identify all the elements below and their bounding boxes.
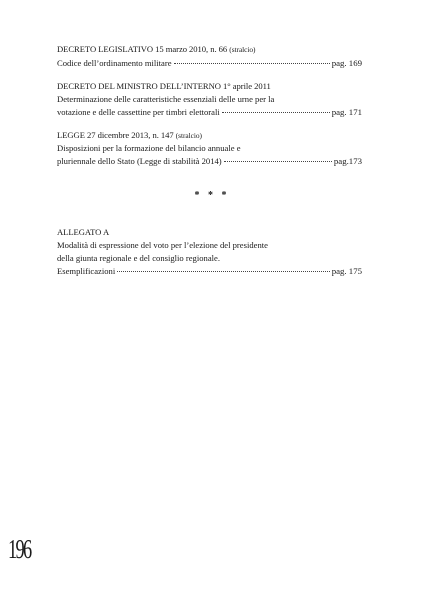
entry-title: votazione e delle cassettine per timbri elettorali <box>57 107 220 118</box>
dot-leader <box>222 103 330 113</box>
dot-leader <box>117 262 329 272</box>
annex-line-1: Modalità di espressione del voto per l’elezione del presidente <box>57 240 268 250</box>
dot-leader <box>224 152 332 162</box>
entry-page-ref: pag.173 <box>333 156 362 167</box>
annex-line-2: della giunta regionale e del consiglio regionale. <box>57 252 220 263</box>
entry-title-line <box>57 154 362 168</box>
toc-entry-decreto-ministro <box>57 80 362 119</box>
toc-entry-allegato <box>57 226 362 278</box>
annex-heading: ALLEGATO A <box>57 227 110 237</box>
entry-heading <box>57 129 362 142</box>
section-separator: * * * <box>194 190 230 201</box>
entry-title-line-1: Determinazione delle caratteristiche essenziali delle urne per la <box>57 93 275 104</box>
table-of-contents <box>57 43 362 178</box>
toc-entry-decreto-legislativo <box>57 43 362 70</box>
dot-leader <box>174 54 330 64</box>
entry-page-ref: pag. 169 <box>331 58 362 68</box>
entry-heading-note: (stralcio) <box>229 45 256 54</box>
entry-heading <box>57 80 362 93</box>
entry-heading-main: DECRETO DEL MINISTRO DELL’INTERNO 1° aprile 2011 <box>57 80 271 91</box>
entry-title-line <box>57 56 362 70</box>
entry-title: Codice dell’ordinamento militare <box>57 58 172 68</box>
entry-heading-main: LEGGE 27 dicembre 2013, n. 147 <box>57 129 174 140</box>
entry-title-line-1: Disposizioni per la formazione del bilancio annuale e <box>57 142 241 153</box>
entry-title-line <box>57 105 362 119</box>
toc-entry-legge <box>57 129 362 168</box>
annex-title: Esemplificazioni <box>57 266 116 277</box>
entry-heading-main: DECRETO LEGISLATIVO 15 marzo 2010, n. 66 <box>57 44 228 54</box>
annex-title-line <box>57 264 362 278</box>
page-number: 196 <box>8 534 31 564</box>
entry-heading-note: (stralcio) <box>175 130 202 140</box>
annex-page-ref: pag. 175 <box>331 266 362 277</box>
entry-page-ref: pag. 171 <box>331 107 362 118</box>
entry-title: pluriennale dello Stato (Legge di stabilità 2014) <box>57 156 222 167</box>
